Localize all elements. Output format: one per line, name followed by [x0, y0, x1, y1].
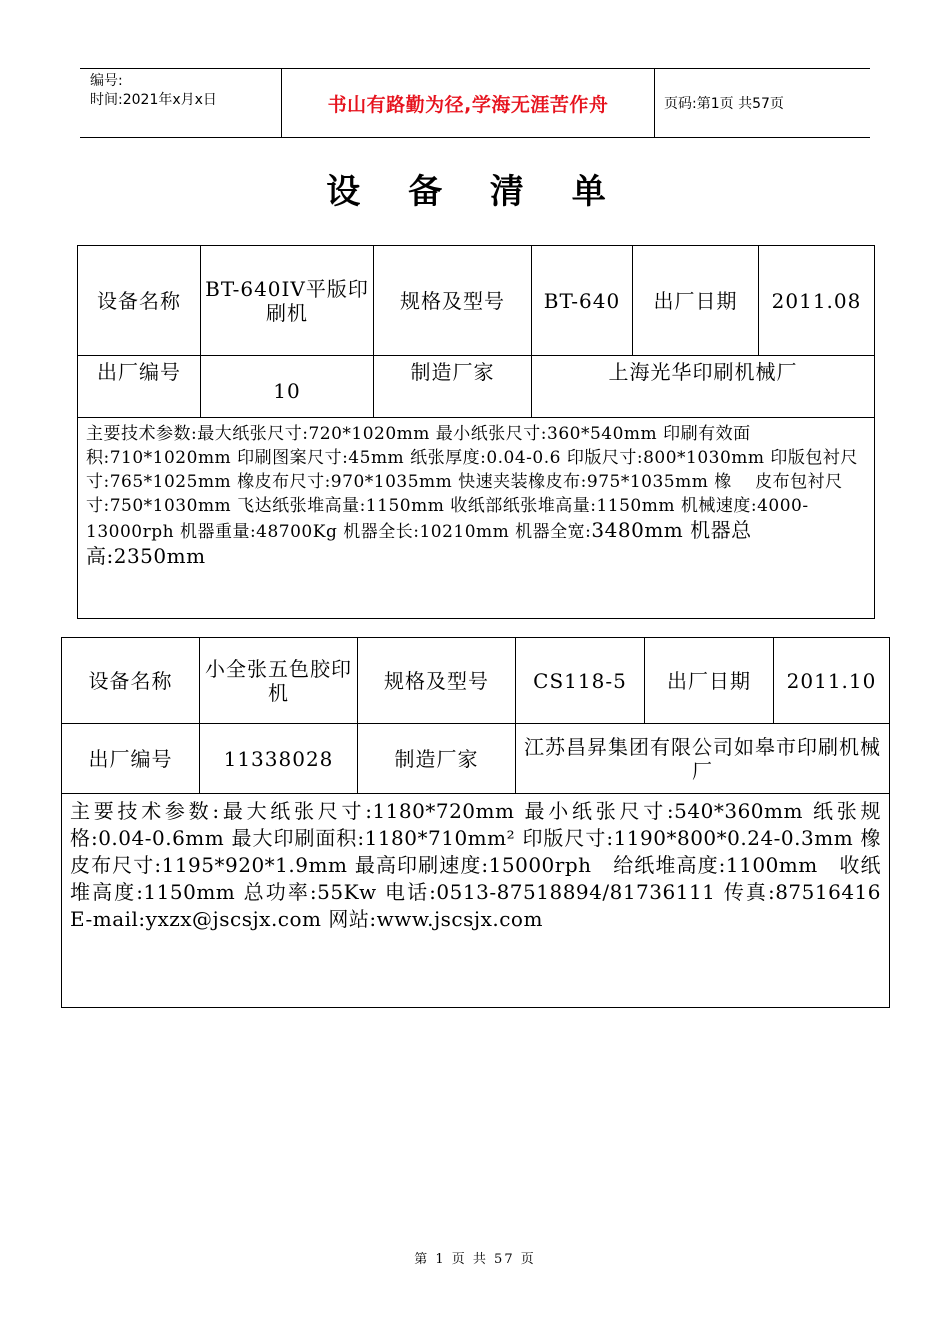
page-header: [80, 68, 870, 138]
serial-label: 出厂编号: [78, 356, 201, 418]
equipment-name: 小全张五色胶印机: [200, 638, 358, 724]
model-label: 规格及型号: [358, 638, 516, 724]
number-label: 编号:: [90, 73, 123, 89]
technical-parameters: 主要技术参数:最大纸张尺寸:1180*720mm 最小纸张尺寸:540*360mm 纸张规格:0.04-0.6mm 最大印刷面积:1180*710mm² 印版尺寸:1190*800*0.24-0.3mm 橡皮布尺寸:1195*920*1.9mm 最高印刷速度:15000rph 给纸堆高度:1100mm 收纸堆高度:1150mm 总功率:55Kw 电话:0513-87518894/81736111 传真:87516416 E-mail:yxzx@jscsjx.com 网站:www.jscsjx.com: [62, 794, 890, 1008]
maker-value: 江苏昌昇集团有限公司如皋市印刷机械厂: [516, 724, 890, 794]
params-tail: 3480mm 机器总高:2350mm: [86, 518, 752, 568]
header-motto-cell: [281, 69, 655, 137]
motto: 书山有路勤为径,学海无涯苦作舟: [327, 93, 609, 116]
equipment-table-2: [61, 637, 890, 1008]
maker-value: 上海光华印刷机械厂: [532, 356, 875, 418]
header-page-cell: [654, 69, 870, 137]
header-meta: [80, 69, 281, 137]
name-label: 设备名称: [78, 246, 201, 356]
page-info: 页码:第1页 共57页: [664, 96, 784, 112]
name-label: 设备名称: [62, 638, 200, 724]
page-footer: 第 1 页 共 57 页: [414, 1252, 536, 1267]
maker-label: 制造厂家: [374, 356, 532, 418]
equipment-table-1: [77, 245, 875, 619]
date-label: 出厂日期: [645, 638, 774, 724]
time-label: 时间:2021年x月x日: [90, 92, 217, 108]
model-value: BT-640: [532, 246, 633, 356]
equipment-name: BT-640IV平版印刷机: [201, 246, 374, 356]
serial-value: 11338028: [200, 724, 358, 794]
maker-label: 制造厂家: [358, 724, 516, 794]
date-label: 出厂日期: [633, 246, 759, 356]
model-label: 规格及型号: [374, 246, 532, 356]
page-title: 设 备 清 单: [326, 172, 624, 212]
serial-label: 出厂编号: [62, 724, 200, 794]
serial-value: 10: [201, 356, 374, 418]
date-value: 2011.10: [774, 638, 890, 724]
model-value: CS118-5: [516, 638, 645, 724]
technical-parameters: [78, 418, 875, 619]
params-main: 主要技术参数:最大纸张尺寸:720*1020mm 最小纸张尺寸:360*540mm 印刷有效面积:710*1020mm 印刷图案尺寸:45mm 纸张厚度:0.04-0.6 印版尺寸:800*1030mm 印版包衬尺寸:765*1025mm 橡皮布尺寸:970*1035mm 快速夹装橡皮布:975*1035mm 橡 皮布包衬尺寸:750*1030mm 飞达纸张堆高量:1150mm 收纸部纸张堆高量:1150mm 机械速度:4000-13000rph 机器重量:48700Kg 机器全长:10210mm 机器全宽:: [86, 424, 858, 542]
date-value: 2011.08: [759, 246, 875, 356]
